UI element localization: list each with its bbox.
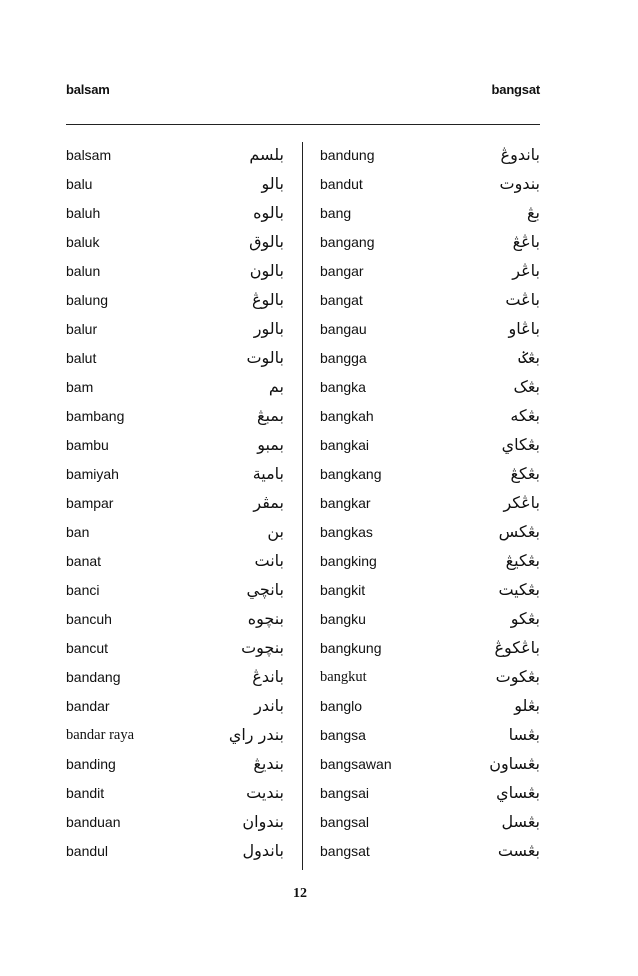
- entry-jawi: بنديڠ: [253, 754, 284, 773]
- entry-jawi: بندر راي: [228, 725, 284, 744]
- entry-latin: bam: [66, 379, 94, 395]
- entry-latin: bangsai: [320, 785, 370, 801]
- dictionary-entry: [320, 694, 540, 723]
- entry-jawi: بانچي: [246, 580, 284, 599]
- entry-latin: bang: [320, 205, 352, 221]
- entry-jawi: بنچوت: [241, 638, 284, 657]
- entry-latin: bandar: [66, 698, 110, 714]
- entry-jawi: بلسم: [249, 145, 284, 164]
- dictionary-entry: [66, 636, 284, 665]
- dictionary-entry: [320, 491, 540, 520]
- dictionary-entry: [320, 578, 540, 607]
- entry-jawi: بمبو: [257, 435, 284, 454]
- entry-jawi: باندر: [254, 696, 284, 715]
- entry-jawi: بالوڠ: [251, 290, 284, 309]
- dictionary-entry: [320, 346, 540, 375]
- entry-latin: balur: [66, 321, 98, 337]
- entry-latin: baluh: [66, 205, 101, 221]
- dictionary-entry: [66, 781, 284, 810]
- dictionary-entry: [320, 259, 540, 288]
- entry-latin: bangking: [320, 553, 377, 569]
- entry-latin: bangsawan: [320, 756, 392, 772]
- column-divider: [302, 142, 303, 870]
- entry-latin: balung: [66, 292, 109, 308]
- dictionary-entry: [66, 549, 284, 578]
- entry-latin: balu: [66, 176, 93, 192]
- dictionary-entry: [320, 636, 540, 665]
- entry-jawi: بانت: [254, 551, 284, 570]
- entry-jawi: باندوڠ: [500, 145, 540, 164]
- entry-jawi: بڠساي: [496, 783, 540, 802]
- entry-latin: bangkang: [320, 466, 382, 482]
- dictionary-entry: [320, 752, 540, 781]
- entry-latin: baluk: [66, 234, 100, 250]
- entry-jawi: بڠسا: [508, 725, 540, 744]
- entry-jawi: بڠک: [513, 377, 540, 396]
- dictionary-entry: [66, 462, 284, 491]
- entry-latin: bancut: [66, 640, 109, 656]
- entry-jawi: بالوه: [253, 203, 284, 222]
- entry-jawi: بڠساون: [489, 754, 540, 773]
- dictionary-entry: [320, 665, 540, 694]
- entry-latin: bambu: [66, 437, 109, 453]
- entry-jawi: باندڠ: [252, 667, 284, 686]
- dictionary-entry: [66, 172, 284, 201]
- entry-jawi: بڠکس: [498, 522, 540, 541]
- dictionary-entry: [66, 317, 284, 346]
- entry-jawi: بڠسل: [501, 812, 540, 831]
- entry-latin: bangka: [320, 379, 366, 395]
- dictionary-entry: [66, 839, 284, 868]
- dictionary-entry: [66, 143, 284, 172]
- entry-jawi: باڠاو: [508, 319, 540, 338]
- entry-latin: bangau: [320, 321, 367, 337]
- dictionary-entry: [66, 694, 284, 723]
- entry-latin: balut: [66, 350, 97, 366]
- entry-latin: bangar: [320, 263, 364, 279]
- dictionary-entry: [66, 259, 284, 288]
- entry-jawi: بڠکيت: [498, 580, 540, 599]
- running-head-right: bangsat: [491, 82, 540, 97]
- entry-jawi: باڠر: [512, 261, 540, 280]
- entry-jawi: بڠلو: [514, 696, 540, 715]
- entry-latin: bangsa: [320, 727, 366, 743]
- entry-jawi: باڠڠ: [512, 232, 540, 251]
- header-rule: [66, 124, 540, 125]
- dictionary-entry: [66, 607, 284, 636]
- entry-latin: bangkut: [320, 669, 367, 685]
- dictionary-entry: [66, 665, 284, 694]
- entry-latin: bandang: [66, 669, 121, 685]
- entry-latin: bampar: [66, 495, 114, 511]
- left-column: [66, 143, 284, 868]
- entry-jawi: باڠت: [505, 290, 540, 309]
- entry-latin: banduan: [66, 814, 121, 830]
- entry-jawi: بالور: [253, 319, 284, 338]
- dictionary-entry: [320, 462, 540, 491]
- dictionary-entry: [320, 143, 540, 172]
- entry-latin: bangang: [320, 234, 375, 250]
- dictionary-entry: [66, 375, 284, 404]
- entry-latin: bandar raya: [66, 727, 135, 743]
- entry-jawi: بنديت: [246, 783, 284, 802]
- right-column: [320, 143, 540, 868]
- dictionary-entry: [66, 288, 284, 317]
- entry-latin: banding: [66, 756, 116, 772]
- entry-latin: bangga: [320, 350, 367, 366]
- dictionary-entry: [66, 491, 284, 520]
- entry-jawi: بامية: [252, 464, 284, 483]
- dictionary-entry: [320, 201, 540, 230]
- dictionary-entry: [320, 317, 540, 346]
- entry-jawi: بڠݢ: [518, 348, 540, 367]
- entry-jawi: باڠکوڠ: [494, 638, 540, 657]
- entry-jawi: بڠکاي: [501, 435, 540, 454]
- entry-latin: bangat: [320, 292, 363, 308]
- entry-latin: bangkit: [320, 582, 366, 598]
- dictionary-entry: [320, 520, 540, 549]
- entry-latin: bandut: [320, 176, 363, 192]
- entry-latin: balun: [66, 263, 101, 279]
- entry-latin: bambang: [66, 408, 125, 424]
- dictionary-entry: [320, 288, 540, 317]
- entry-jawi: بڠ: [527, 203, 540, 222]
- entry-latin: bangkah: [320, 408, 374, 424]
- dictionary-entry: [320, 607, 540, 636]
- dictionary-entry: [66, 346, 284, 375]
- page-number: 12: [293, 886, 307, 901]
- dictionary-entry: [320, 230, 540, 259]
- entry-latin: bandul: [66, 843, 109, 859]
- entry-latin: bancuh: [66, 611, 112, 627]
- entry-latin: bangkai: [320, 437, 370, 453]
- entry-jawi: بمڤر: [253, 493, 284, 512]
- entry-latin: banci: [66, 582, 100, 598]
- entry-jawi: بالون: [249, 261, 284, 280]
- entry-jawi: بنچوه: [247, 609, 284, 628]
- dictionary-entry: [66, 404, 284, 433]
- dictionary-entry: [66, 520, 284, 549]
- dictionary-entry: [320, 549, 540, 578]
- entry-jawi: بندوان: [242, 812, 284, 831]
- entry-jawi: بن: [267, 522, 284, 541]
- entry-jawi: باندول: [242, 841, 284, 860]
- entry-jawi: بڠست: [497, 841, 540, 860]
- entry-latin: bangsat: [320, 843, 370, 859]
- entry-latin: bangku: [320, 611, 366, 627]
- entry-jawi: بڠکيڠ: [505, 551, 540, 570]
- entry-jawi: بڠکه: [510, 406, 540, 425]
- entry-latin: bamiyah: [66, 466, 119, 482]
- dictionary-entry: [320, 375, 540, 404]
- running-head-left: balsam: [66, 82, 110, 97]
- dictionary-entry: [66, 752, 284, 781]
- dictionary-entry: [66, 201, 284, 230]
- entry-jawi: بڠکوت: [495, 667, 540, 686]
- dictionary-entry: [66, 433, 284, 462]
- entry-jawi: بڠکڠ: [510, 464, 540, 483]
- dictionary-entry: [66, 810, 284, 839]
- entry-latin: bandung: [320, 147, 375, 163]
- entry-jawi: بڠکو: [510, 609, 540, 628]
- entry-jawi: بندوت: [499, 174, 540, 193]
- entry-jawi: بالوت: [246, 348, 284, 367]
- dictionary-entry: [66, 230, 284, 259]
- entry-latin: banglo: [320, 698, 363, 714]
- entry-latin: bangkung: [320, 640, 382, 656]
- entry-jawi: بالو: [261, 174, 284, 193]
- entry-latin: bangkas: [320, 524, 373, 540]
- entry-latin: ban: [66, 524, 90, 540]
- dictionary-entry: [320, 172, 540, 201]
- entry-jawi: بم: [268, 377, 284, 396]
- entry-latin: bangsal: [320, 814, 370, 830]
- entry-latin: banat: [66, 553, 102, 569]
- entry-jawi: باڠکر: [503, 493, 540, 512]
- entry-jawi: بالوق: [249, 232, 284, 251]
- dictionary-entry: [320, 781, 540, 810]
- dictionary-entry: [66, 578, 284, 607]
- dictionary-entry: [320, 723, 540, 752]
- entry-latin: balsam: [66, 147, 112, 163]
- dictionary-entry: [320, 810, 540, 839]
- dictionary-entry: [320, 433, 540, 462]
- dictionary-entry: [66, 723, 284, 752]
- entry-latin: bandit: [66, 785, 105, 801]
- dictionary-entry: [320, 404, 540, 433]
- dictionary-entry: [320, 839, 540, 868]
- entry-jawi: بمبڠ: [256, 406, 284, 425]
- entry-latin: bangkar: [320, 495, 371, 511]
